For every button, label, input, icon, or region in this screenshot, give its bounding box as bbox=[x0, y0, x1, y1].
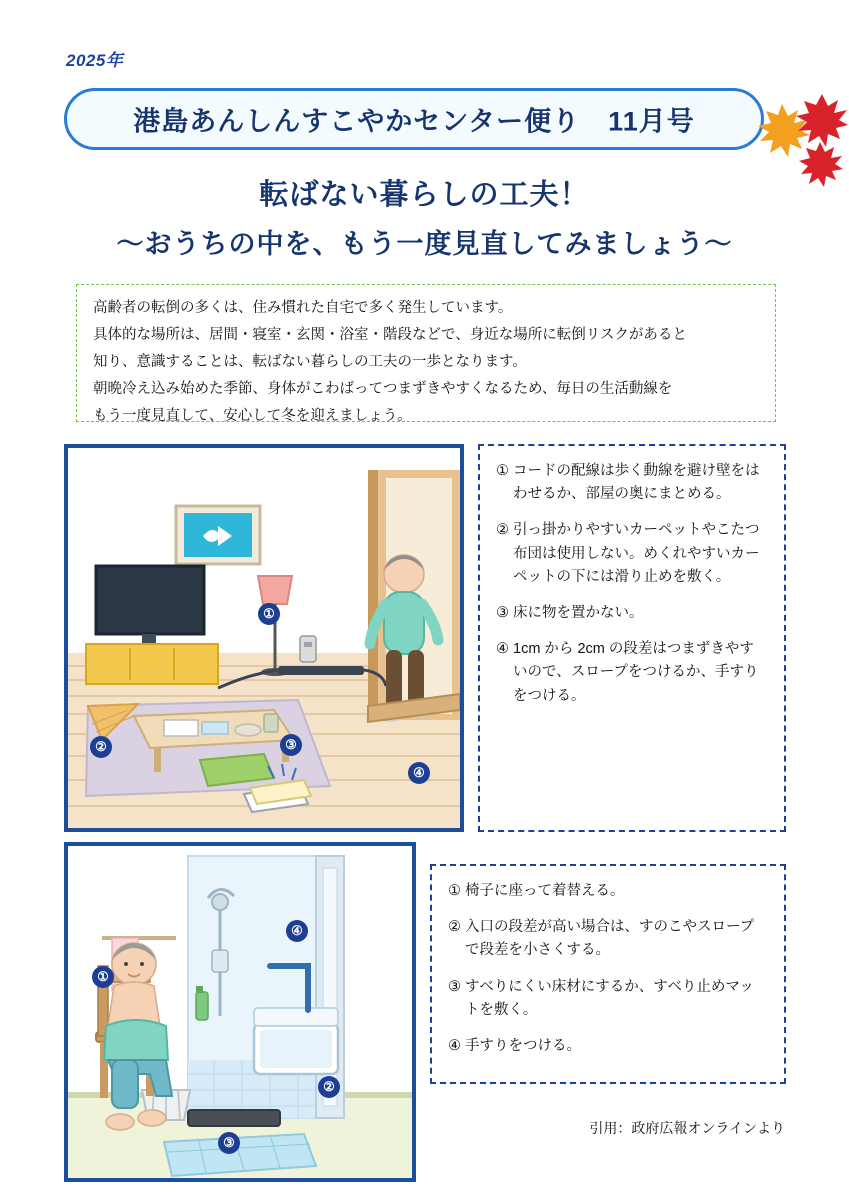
marker-room-4: ④ bbox=[408, 762, 430, 784]
tip-text: 手すりをつける。 bbox=[465, 1037, 581, 1054]
marker-room-2: ② bbox=[90, 736, 112, 758]
tip-text: 床に物を置かない。 bbox=[513, 604, 644, 621]
tip-room-3 bbox=[496, 602, 768, 625]
tip-number: ③ bbox=[496, 604, 509, 621]
tip-text: 引っ掛かりやすいカーペットやこたつ布団は使用しない。めくれやすいカーペットの下には滑り止めを敷く。 bbox=[513, 522, 760, 585]
tip-text: 椅子に座って着替える。 bbox=[465, 883, 625, 899]
tip-room-2 bbox=[496, 519, 768, 589]
living-room-svg bbox=[68, 448, 460, 828]
intro-line: もう一度見直して、安心して冬を迎えましょう。 bbox=[93, 407, 412, 424]
intro-line: 具体的な場所は、居間・寝室・玄関・浴室・階段などで、身近な場所に転倒リスクがあると bbox=[93, 326, 687, 343]
tip-text: 1cm から 2cm の段差はつまずきやすいので、スロープをつけるか、手すりをつける。 bbox=[513, 641, 759, 704]
tip-text: すべりにくい床材にするか、すべり止めマットを敷く。 bbox=[465, 978, 754, 1018]
room-tips-box bbox=[478, 444, 786, 832]
tip-room-1 bbox=[496, 460, 768, 506]
living-room-illustration bbox=[64, 444, 464, 832]
tip-number: ① bbox=[496, 463, 509, 479]
intro-line: 高齢者の転倒の多くは、住み慣れた自宅で多く発生しています。 bbox=[93, 300, 513, 316]
tip-bath-2 bbox=[448, 916, 768, 962]
headline-primary: 転ばない暮らしの工夫！ bbox=[259, 179, 590, 211]
tip-number: ② bbox=[448, 919, 461, 936]
tip-number: ① bbox=[448, 883, 461, 899]
tip-text: コードの配線は歩く動線を避け壁をはわせるか、部屋の奥にまとめる。 bbox=[513, 463, 760, 503]
maple-leaf-red-top bbox=[796, 94, 848, 147]
marker-room-3: ③ bbox=[280, 734, 302, 756]
headline-secondary: ～おうちの中を、もう一度見直してみましょう～ bbox=[116, 229, 733, 259]
intro-box bbox=[76, 284, 776, 422]
marker-bath-2: ② bbox=[318, 1076, 340, 1098]
title-banner bbox=[64, 88, 764, 150]
marker-bath-3: ③ bbox=[218, 1132, 240, 1154]
tip-number: ③ bbox=[448, 978, 461, 995]
tip-text: 入口の段差が高い場合は、すのこやスロープで段差を小さくする。 bbox=[465, 919, 755, 959]
tip-bath-4 bbox=[448, 1035, 768, 1058]
marker-bath-4: ④ bbox=[286, 920, 308, 942]
tip-bath-1 bbox=[448, 880, 768, 903]
marker-room-1: ① bbox=[258, 603, 280, 625]
bathroom-illustration bbox=[64, 842, 416, 1182]
issue-year: 2025年 bbox=[66, 51, 124, 70]
marker-bath-1: ① bbox=[92, 966, 114, 988]
tip-room-4 bbox=[496, 638, 768, 708]
tip-number: ② bbox=[496, 522, 509, 539]
tip-number: ④ bbox=[448, 1037, 461, 1054]
tip-bath-3 bbox=[448, 976, 768, 1022]
intro-line: 知り、意識することは、転ばない暮らしの工夫の一歩となります。 bbox=[93, 353, 527, 370]
banner-title: 港島あんしんすこやかセンター便り 11月号 bbox=[133, 106, 695, 137]
bathroom-svg bbox=[68, 846, 412, 1178]
tip-number: ④ bbox=[496, 641, 509, 658]
bath-tips-box bbox=[430, 864, 786, 1084]
intro-line: 朝晩冷え込み始めた季節、身体がこわばってつまずきやすくなるため、毎日の生活動線を bbox=[93, 380, 673, 397]
source-note: 引用：政府広報オンラインより bbox=[589, 1120, 785, 1136]
